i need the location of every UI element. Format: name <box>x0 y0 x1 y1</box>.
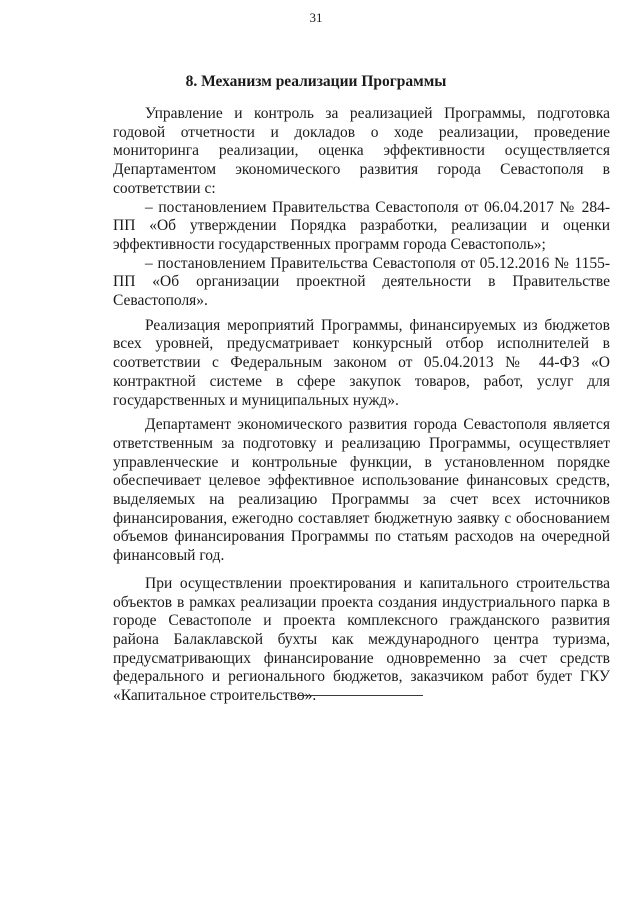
list-item-decree-284: – постановлением Правительства Севастополя от 06.04.2017 № 284-ПП «Об утверждении Порядка разработки, реализации и оценки эффективности государственных программ города Севастополь»; <box>113 198 610 253</box>
paragraph-procurement: Реализация мероприятий Программы, финансируемых из бюджетов всех уровней, предусматривает конкурсный отбор исполнителей в соответствии с Федеральным законом от 05.04.2013 № 44-ФЗ «О контрактной системе в сфере закупок товаров, работ, услуг для государственных и муниципальных нужд». <box>113 316 610 409</box>
section-title: 8. Механизм реализации Программы <box>185 73 447 90</box>
document-body <box>113 105 610 706</box>
page-number: 31 <box>309 10 323 25</box>
list-item-decree-1155: – постановлением Правительства Севастополя от 05.12.2016 № 1155-ПП «Об организации проектной деятельности в Правительстве Севастополя». <box>113 254 610 310</box>
paragraph-management: Управление и контроль за реализацией Программы, подготовка годовой отчетности и докладов о ходе реализации, проведение мониторинга реализации, оценка эффективности осуществляется Департаментом экономического развития города Севастополя в соответствии с: <box>113 105 610 197</box>
paragraph-department: Департамент экономического развития города Севастополя является ответственным за подготовку и реализацию Программы, осуществляет управленческие и контрольные функции, в установленном порядке обеспечивает целевое эффективное использование финансовых средств, выделяемых на реализацию Программы за счет всех источников финансирования, ежегодно составляет бюджетную заявку с обоснованием объемов финансирования Программы по статьям расходов на очередной финансовый год. <box>113 416 610 565</box>
end-divider <box>297 695 423 696</box>
paragraph-construction: При осуществлении проектирования и капитального строительства объектов в рамках реализации проекта создания индустриального парка в городе Севастополе и проекта комплексного гражданского развития района Балаклавской бухты как международного центра туризма, предусматривающих финансирование одновременно за счет средств федерального и регионального бюджетов, заказчиком работ будет ГКУ «Капитальное строительство». <box>113 574 610 705</box>
